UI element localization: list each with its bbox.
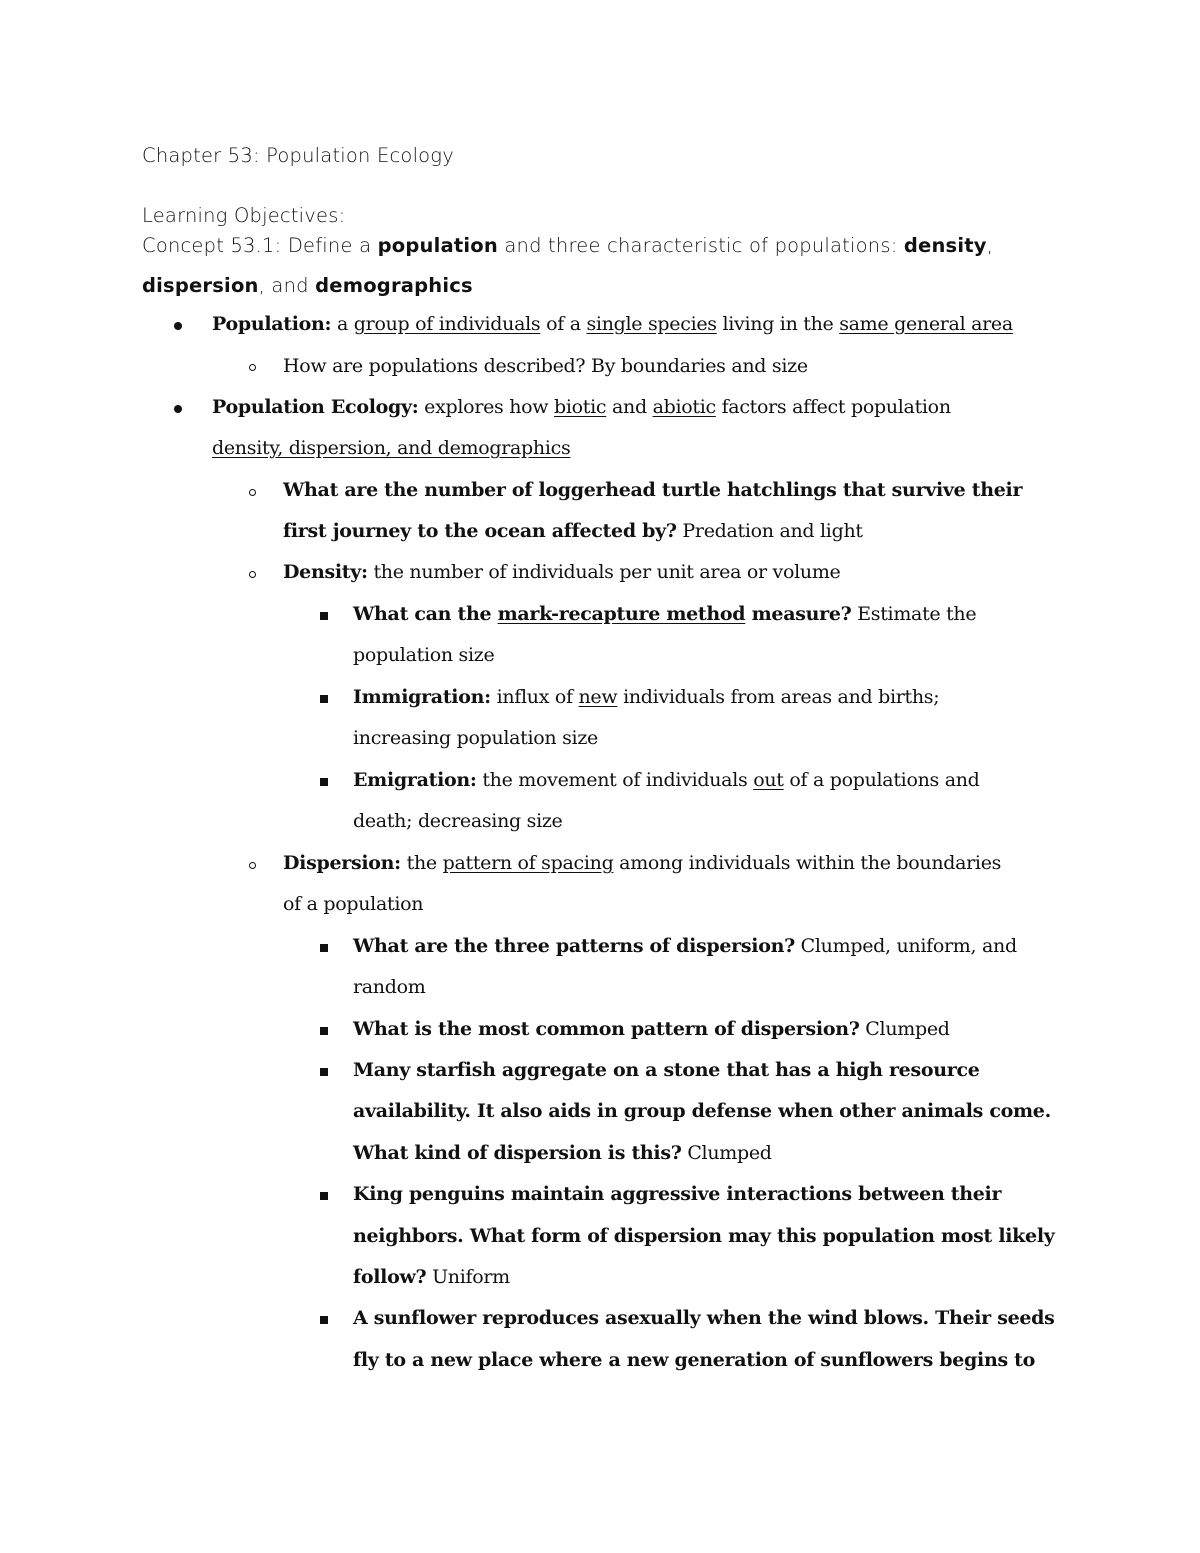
loggerhead-question-end: first journey to the ocean affected by? bbox=[283, 520, 677, 542]
dispersion-line-2: of a population bbox=[283, 893, 424, 915]
underline-abiotic: abiotic bbox=[652, 396, 716, 418]
immigration-label: Immigration: bbox=[353, 686, 491, 708]
emigration-line-1 bbox=[353, 771, 980, 790]
bullet-disc-icon bbox=[174, 405, 182, 413]
starfish-line-2 bbox=[353, 1102, 1051, 1121]
most-common-line bbox=[353, 1020, 950, 1039]
text-span: living in the bbox=[716, 313, 840, 335]
text-span: among individuals within the boundaries bbox=[613, 852, 1002, 874]
chapter-title: Chapter 53: Population Ecology bbox=[142, 144, 454, 167]
term-population: population bbox=[377, 234, 498, 257]
density-label: Density: bbox=[283, 561, 368, 583]
concept-line-1 bbox=[142, 236, 993, 256]
underline-out: out bbox=[753, 769, 784, 791]
density-text: the number of individuals per unit area or volume bbox=[367, 561, 841, 583]
dispersion-line-1 bbox=[283, 854, 1001, 873]
text-span: of a populations and bbox=[783, 769, 980, 791]
learning-objectives-heading: Learning Objectives: bbox=[142, 204, 346, 227]
three-patterns-answer: Clumped, uniform, and bbox=[794, 935, 1017, 957]
bullet-disc-icon bbox=[174, 322, 182, 330]
bullet-circle-icon bbox=[249, 489, 256, 496]
text-span: the movement of individuals bbox=[476, 769, 754, 791]
bullet-square-icon bbox=[320, 612, 328, 620]
pop-ecology-label: Population Ecology: bbox=[212, 396, 419, 418]
loggerhead-question-line-2 bbox=[283, 522, 863, 541]
bullet-square-icon bbox=[320, 1027, 328, 1035]
underline-new: new bbox=[578, 686, 618, 708]
term-demographics: demographics bbox=[315, 274, 473, 297]
bullet-square-icon bbox=[320, 1068, 328, 1076]
starfish-text: Many starfish aggregate on a stone that has a high resource bbox=[353, 1059, 980, 1081]
sunflower-line-2 bbox=[353, 1351, 1035, 1370]
underline-density-dispersion-demographics: density, dispersion, and demographics bbox=[212, 437, 571, 459]
most-common-answer: Clumped bbox=[859, 1018, 950, 1040]
mark-question-start: What can the bbox=[353, 603, 498, 625]
starfish-answer: Clumped bbox=[681, 1142, 772, 1164]
mark-recapture-line-1 bbox=[353, 605, 976, 624]
density-definition bbox=[283, 563, 841, 582]
mark-question-end: measure? bbox=[745, 603, 852, 625]
three-patterns-line-1 bbox=[353, 937, 1017, 956]
starfish-text: availability. It also aids in group defense when other animals come. bbox=[353, 1100, 1051, 1122]
sunflower-text: A sunflower reproduces asexually when the wind blows. Their seeds bbox=[353, 1307, 1055, 1329]
sunflower-line-1 bbox=[353, 1309, 1055, 1328]
bullet-circle-icon bbox=[249, 862, 256, 869]
dispersion-label: Dispersion: bbox=[283, 852, 401, 874]
text-span: explores how bbox=[418, 396, 555, 418]
text-span: influx of bbox=[490, 686, 579, 708]
population-sub: How are populations described? By boundaries and size bbox=[283, 355, 808, 377]
mark-answer: Estimate the bbox=[851, 603, 977, 625]
starfish-question: What kind of dispersion is this? bbox=[353, 1142, 682, 1164]
starfish-line-3 bbox=[353, 1144, 772, 1163]
concept-comma: , bbox=[986, 234, 994, 257]
underline-same-general-area: same general area bbox=[839, 313, 1013, 335]
penguins-question: follow? bbox=[353, 1266, 427, 1288]
underline-single-species: single species bbox=[586, 313, 717, 335]
emigration-line-2: death; decreasing size bbox=[353, 810, 563, 832]
text-span: the bbox=[400, 852, 443, 874]
pop-ecology-line-1 bbox=[212, 398, 951, 417]
penguins-answer: Uniform bbox=[426, 1266, 510, 1288]
loggerhead-question: What are the number of loggerhead turtle hatchlings that survive their bbox=[283, 479, 1023, 501]
concept-line-2 bbox=[142, 276, 473, 296]
bullet-square-icon bbox=[320, 695, 328, 703]
text-span: and bbox=[606, 396, 653, 418]
three-patterns-line-2: random bbox=[353, 976, 426, 998]
concept-prefix: Concept 53.1: Define a bbox=[142, 234, 378, 257]
underline-group-of-individuals: group of individuals bbox=[353, 313, 541, 335]
underline-biotic: biotic bbox=[554, 396, 607, 418]
bullet-circle-icon bbox=[249, 364, 256, 371]
bullet-square-icon bbox=[320, 1316, 328, 1324]
concept-mid: and three characteristic of populations: bbox=[497, 234, 904, 257]
term-dispersion: dispersion bbox=[142, 274, 259, 297]
three-patterns-question: What are the three patterns of dispersion? bbox=[353, 935, 795, 957]
penguins-line-1 bbox=[353, 1185, 1001, 1204]
immigration-line-1 bbox=[353, 688, 939, 707]
penguins-line-2 bbox=[353, 1227, 1055, 1246]
text-span: a bbox=[331, 313, 354, 335]
most-common-question: What is the most common pattern of dispersion? bbox=[353, 1018, 860, 1040]
text-span: of a bbox=[540, 313, 587, 335]
starfish-line-1 bbox=[353, 1061, 980, 1080]
text-span: individuals from areas and births; bbox=[617, 686, 940, 708]
loggerhead-question-line-1 bbox=[283, 481, 1022, 500]
underline-mark-recapture-method: mark-recapture method bbox=[497, 603, 746, 625]
population-label: Population: bbox=[212, 313, 332, 335]
emigration-label: Emigration: bbox=[353, 769, 477, 791]
concept-and: , and bbox=[258, 274, 316, 297]
sunflower-text: fly to a new place where a new generation of sunflowers begins to bbox=[353, 1349, 1036, 1371]
pop-ecology-line-2 bbox=[212, 439, 570, 458]
bullet-circle-icon bbox=[249, 571, 256, 578]
penguins-text: neighbors. What form of dispersion may this population most likely bbox=[353, 1225, 1055, 1247]
penguins-line-3 bbox=[353, 1268, 510, 1287]
mark-recapture-line-2: population size bbox=[353, 644, 495, 666]
bullet-square-icon bbox=[320, 778, 328, 786]
immigration-line-2: increasing population size bbox=[353, 727, 598, 749]
term-density: density bbox=[903, 234, 987, 257]
loggerhead-answer: Predation and light bbox=[676, 520, 863, 542]
penguins-text: King penguins maintain aggressive interactions between their bbox=[353, 1183, 1002, 1205]
text-span: factors affect population bbox=[715, 396, 951, 418]
bullet-square-icon bbox=[320, 944, 328, 952]
underline-pattern-of-spacing: pattern of spacing bbox=[442, 852, 614, 874]
population-definition bbox=[212, 315, 1013, 334]
bullet-square-icon bbox=[320, 1192, 328, 1200]
